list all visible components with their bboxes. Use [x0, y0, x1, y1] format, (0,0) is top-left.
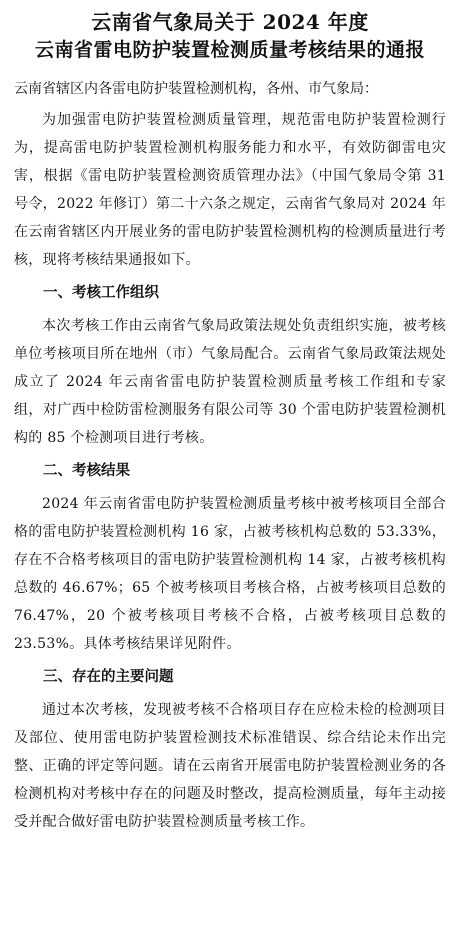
- document-title: [14, 8, 446, 64]
- section-organization: [14, 278, 446, 452]
- section-problems: [14, 662, 446, 836]
- title-line-1: 云南省气象局关于 2024 年度: [91, 10, 369, 34]
- section-results: [14, 456, 446, 658]
- section-paragraph: 通过本次考核，发现被考核不合格项目存在应检未检的检测项目及部位、使用雷电防护装置检测技术标准错误、综合结论未作出完整、正确的评定等问题。请在云南省开展雷电防护装置检测业务的各检测机构对考核中存在的问题及时整改，提高检测质量，每年主动接受并配合做好雷电防护装置检测质量考核工作。: [14, 702, 446, 830]
- title-line-2: 云南省雷电防护装置检测质量考核结果的通报: [34, 39, 425, 61]
- section-heading: 三、存在的主要问题: [43, 669, 174, 685]
- section-paragraph: 2024 年云南省雷电防护装置检测质量考核中被考核项目全部合格的雷电防护装置检测机构 16 家，占被考核机构总数的 53.33%，存在不合格考核项目的雷电防护装置检测机构 14 家，占被考核机构总数的 46.67%；65 个被考核项目考核合格，占被考核项目总数的 76.47%，20 个被考核项目考核不合格，占被考核项目总数的 23.53%。具体考核结果详见附件。: [14, 496, 446, 652]
- salutation: 云南省辖区内各雷电防护装置检测机构，各州、市气象局：: [14, 81, 378, 97]
- section-heading: 二、考核结果: [43, 463, 130, 479]
- intro-paragraph: 为加强雷电防护装置检测质量管理，规范雷电防护装置检测行为，提高雷电防护装置检测机构服务能力和水平，有效防御雷电灾害，根据《雷电防护装置检测资质管理办法》（中国气象局令第 31 号令，2022 年修订）第二十六条之规定，云南省气象局对 2024 年在云南省辖区内开展业务的雷电防护装置检测机构的检测质量进行考核，现将考核结果通报如下。: [14, 112, 446, 268]
- section-heading: 一、考核工作组织: [43, 285, 159, 301]
- section-paragraph: 本次考核工作由云南省气象局政策法规处负责组织实施，被考核单位考核项目所在地州（市）气象局配合。云南省气象局政策法规处成立了 2024 年云南省雷电防护装置检测质量考核工作组和专家组，对广西中检防雷检测服务有限公司等 30 个雷电防护装置检测机构的 85 个检测项目进行考核。: [14, 318, 446, 446]
